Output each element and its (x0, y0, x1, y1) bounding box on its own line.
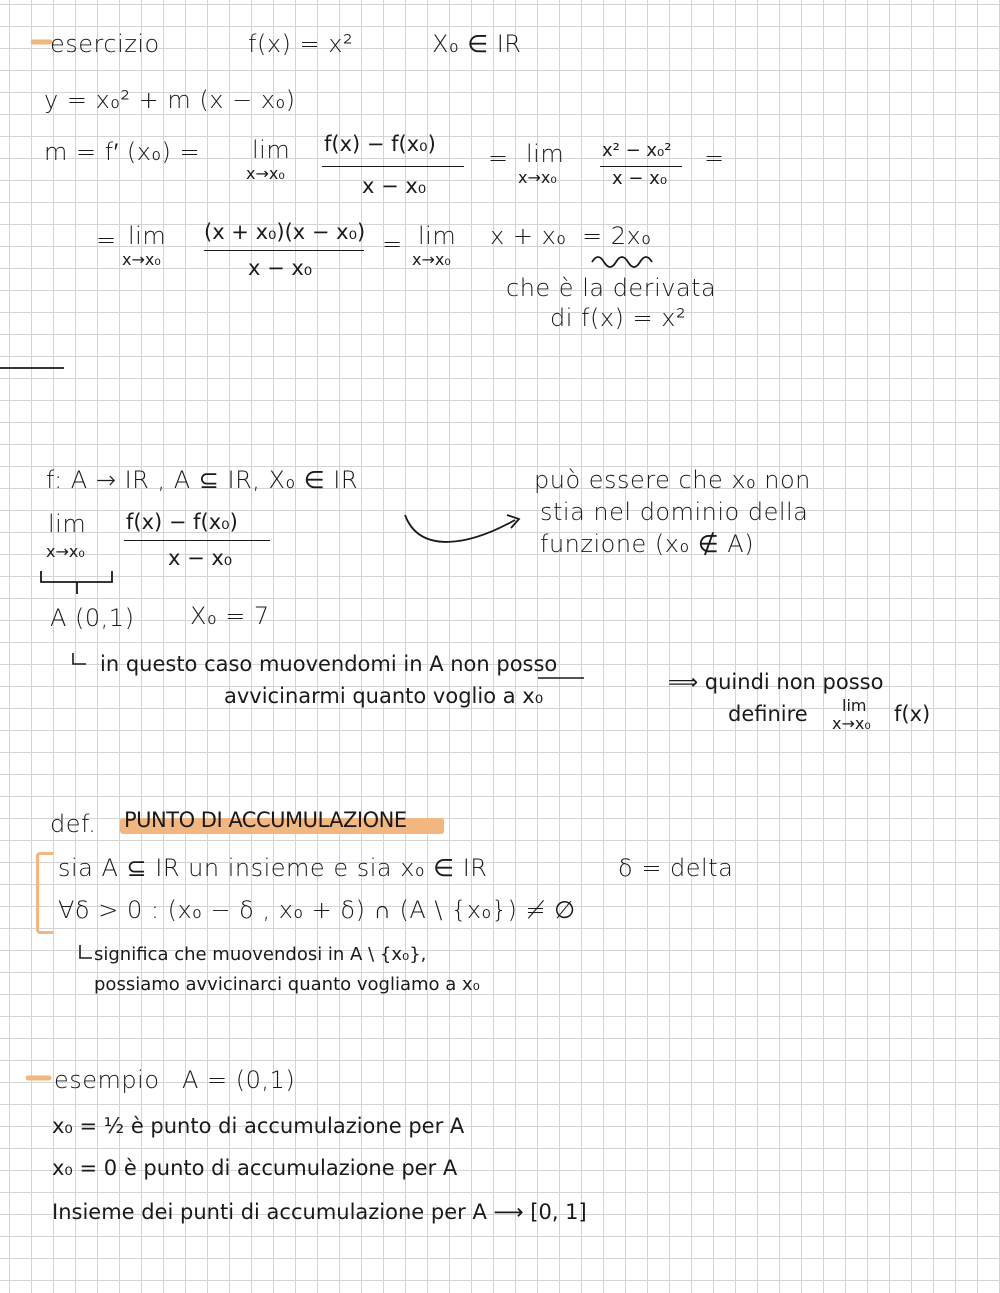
fraction-2-numerator: x² − x₀² (602, 140, 672, 161)
example-title: esempio (54, 1066, 160, 1094)
note-derivative-line2: di f(x) = x² (550, 304, 687, 332)
side-note-line1: può essere che x₀ non (534, 466, 811, 494)
side-note-line3: funzione (x₀ ∉ A) (540, 530, 755, 558)
fraction-3-bar (204, 250, 364, 251)
fraction-1-numerator: f(x) − f(x₀) (324, 132, 436, 156)
example-set: A (0,1) (50, 604, 135, 632)
meaning-line1: significa che muovendosi in A \ {x₀}, (94, 944, 427, 965)
conclusion-line1: ⟹ quindi non posso (668, 670, 884, 694)
example-set-definition: A = (0,1) (182, 1066, 296, 1094)
fraction-4-denominator: x − x₀ (168, 546, 233, 570)
curved-arrow-head (507, 515, 519, 528)
tangent-line-equation: y = x₀² + m (x − x₀) (44, 86, 296, 114)
meaning-line2: possiamo avvicinarci quanto vogliamo a x₀ (94, 974, 480, 995)
fraction-3-numerator: (x + x₀)(x − x₀) (204, 220, 366, 244)
fraction-2-denominator: x − x₀ (612, 168, 668, 189)
example-line2: x₀ = 0 è punto di accumulazione per A (52, 1156, 458, 1180)
lim-1-subscript: x→x₀ (246, 164, 285, 183)
fraction-1-denominator: x − x₀ (362, 174, 427, 198)
hook-arrow-1 (73, 653, 86, 664)
function-definition: f(x) = x² (248, 30, 354, 58)
example-x0: X₀ = 7 (190, 602, 270, 630)
definition-title: PUNTO DI ACCUMULAZIONE (124, 808, 407, 832)
equals-1: = (488, 144, 509, 172)
equals-2: = (704, 144, 725, 172)
fraction-2-bar (600, 166, 682, 167)
side-note-line2: stia nel dominio della (540, 498, 809, 526)
lim-5: lim (48, 510, 87, 538)
lim-3: lim (128, 222, 167, 250)
lim-2: lim (526, 140, 565, 168)
underbrace (41, 571, 112, 594)
m-definition-prefix: m = f′ (x₀) = (44, 138, 201, 166)
fraction-3-denominator: x − x₀ (248, 256, 313, 280)
conclusion-lim: lim (842, 696, 867, 715)
fraction-4-bar (124, 540, 270, 541)
def-label: def. (50, 810, 97, 838)
squiggle-underline (592, 257, 652, 267)
exercise-title: esercizio (50, 30, 160, 58)
lim-3-subscript: x→x₀ (122, 250, 161, 269)
definition-line2: ∀δ > 0 : (x₀ − δ , x₀ + δ) ∩ (A \ {x₀}) ≠ ∅ (58, 896, 576, 924)
hook-arrow-2 (80, 945, 92, 958)
equals-4: = (382, 230, 403, 258)
fraction-4-numerator: f(x) − f(x₀) (126, 510, 238, 534)
definition-bracket (36, 852, 53, 934)
example-line1: x₀ = ½ è punto di accumulazione per A (52, 1114, 465, 1138)
lim-4: lim (418, 222, 457, 250)
lim-4-subscript: x→x₀ (412, 250, 451, 269)
curved-arrow (405, 515, 515, 542)
x0-domain: X₀ ∈ IR (432, 30, 522, 58)
case-line2: avvicinarmi quanto voglio a x₀ (224, 684, 544, 708)
function-signature: f: A → IR , A ⊆ IR, X₀ ∈ IR (46, 466, 359, 494)
derivative-result: = 2x₀ (582, 222, 652, 250)
example-line3: Insieme dei punti di accumulazione per A ⟶ [0, 1] (52, 1200, 587, 1224)
lim-2-subscript: x→x₀ (518, 168, 557, 187)
fraction-1-bar (322, 166, 464, 167)
conclusion-fx: f(x) (894, 702, 931, 726)
lim-1: lim (252, 136, 291, 164)
case-line1: in questo caso muovendomi in A non posso (100, 652, 558, 676)
conclusion-line2: definire (728, 702, 808, 726)
definition-line1: sia A ⊆ IR un insieme e sia x₀ ∈ IR (58, 854, 488, 882)
conclusion-lim-subscript: x→x₀ (832, 714, 871, 733)
delta-note: δ = delta (618, 854, 734, 882)
lim-5-subscript: x→x₀ (46, 542, 85, 561)
lim-expression: x + x₀ (490, 222, 567, 250)
note-derivative-line1: che è la derivata (506, 274, 717, 302)
equals-3: = (96, 226, 117, 254)
